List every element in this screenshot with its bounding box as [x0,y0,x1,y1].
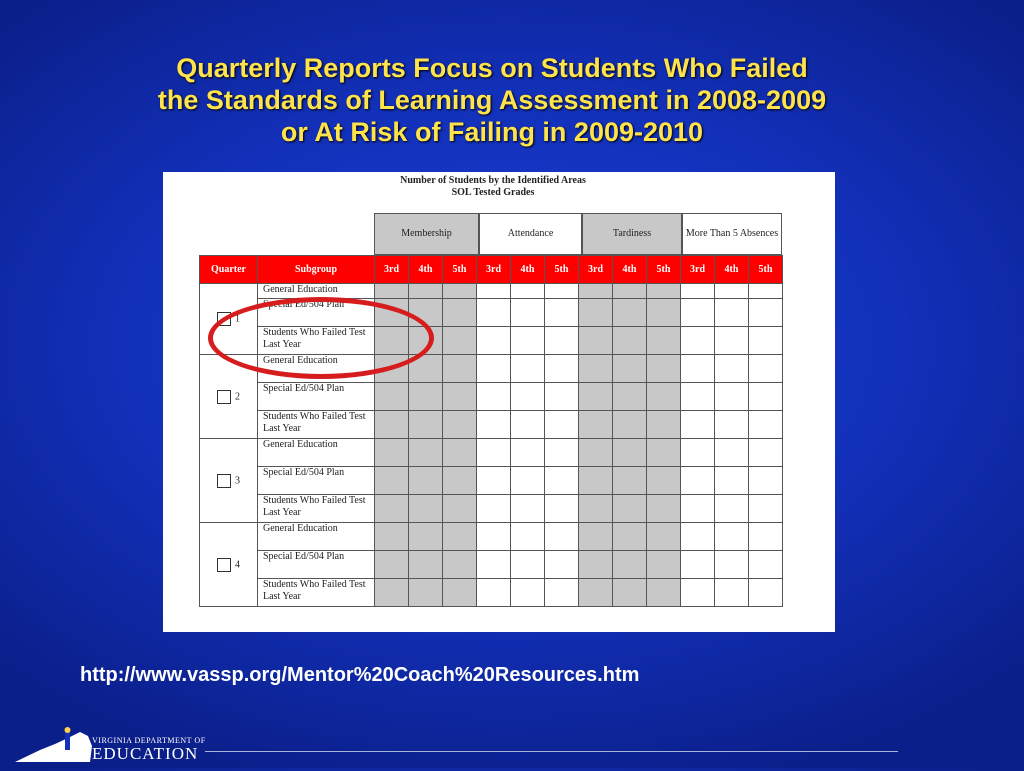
form-heading [363,175,623,199]
data-cell[interactable] [715,355,749,383]
data-cell[interactable] [545,327,579,355]
report-form-image [163,172,835,632]
subgroup-cell: Special Ed/504 Plan [258,467,375,495]
data-cell[interactable] [613,439,647,467]
data-cell[interactable] [749,495,783,523]
data-cell[interactable] [681,299,715,327]
data-cell[interactable] [647,299,681,327]
data-cell[interactable] [715,284,749,299]
subgroup-cell: Special Ed/504 Plan [258,299,375,327]
data-cell[interactable] [545,495,579,523]
data-cell[interactable] [545,467,579,495]
data-cell[interactable] [613,523,647,551]
header-grade: 5th [647,256,681,284]
data-cell[interactable] [511,383,545,411]
data-cell[interactable] [545,523,579,551]
data-cell[interactable] [579,579,613,607]
data-cell[interactable] [443,327,477,355]
data-cell[interactable] [613,551,647,579]
data-cell[interactable] [681,523,715,551]
data-cell[interactable] [545,355,579,383]
title-line-1: Quarterly Reports Focus on Students Who Failed [176,53,808,83]
data-cell[interactable] [511,579,545,607]
data-cell[interactable] [613,299,647,327]
subgroup-cell: General Education [258,284,375,299]
data-cell[interactable] [613,579,647,607]
subgroup-cell: Special Ed/504 Plan [258,551,375,579]
data-cell[interactable] [443,383,477,411]
data-cell[interactable] [715,439,749,467]
data-cell[interactable] [375,439,409,467]
data-cell[interactable] [681,495,715,523]
data-cell[interactable] [409,383,443,411]
quarter-number: 3 [235,475,240,486]
table-row [200,439,783,467]
data-cell[interactable] [477,495,511,523]
data-cell[interactable] [443,355,477,383]
data-cell[interactable] [511,284,545,299]
data-cell[interactable] [715,467,749,495]
data-cell[interactable] [477,411,511,439]
footer-divider [205,751,898,752]
data-cell[interactable] [715,411,749,439]
quarter-number: 2 [235,391,240,402]
data-cell[interactable] [375,411,409,439]
data-cell[interactable] [545,411,579,439]
header-grade: 5th [545,256,579,284]
quarter-checkbox[interactable] [217,474,231,488]
data-cell[interactable] [647,579,681,607]
data-cell[interactable] [511,411,545,439]
header-grade: 3rd [477,256,511,284]
data-cell[interactable] [613,355,647,383]
title-line-2: the Standards of Learning Assessment in 2008-2009 [157,85,827,115]
data-cell[interactable] [647,467,681,495]
data-cell[interactable] [681,383,715,411]
data-cell[interactable] [681,284,715,299]
subgroup-cell: Students Who Failed Test Last Year [258,579,375,607]
data-cell[interactable] [749,355,783,383]
data-cell[interactable] [749,579,783,607]
data-cell[interactable] [477,551,511,579]
header-grade: 5th [749,256,783,284]
data-cell[interactable] [749,284,783,299]
data-cell[interactable] [647,495,681,523]
data-cell[interactable] [443,579,477,607]
data-cell[interactable] [715,579,749,607]
data-cell[interactable] [749,467,783,495]
data-cell[interactable] [579,383,613,411]
data-cell[interactable] [477,467,511,495]
quarter-cell [200,439,258,523]
data-cell[interactable] [375,579,409,607]
data-cell[interactable] [545,383,579,411]
data-cell[interactable] [409,411,443,439]
data-cell[interactable] [409,439,443,467]
slide-title [40,52,944,148]
table-row [200,467,783,495]
subgroup-cell: Students Who Failed Test Last Year [258,327,375,355]
data-cell[interactable] [477,383,511,411]
data-cell[interactable] [579,551,613,579]
data-cell[interactable] [545,579,579,607]
table-row [200,411,783,439]
data-cell[interactable] [375,551,409,579]
data-cell[interactable] [749,299,783,327]
source-link[interactable]: http://www.vassp.org/Mentor%20Coach%20Resources.htm [80,664,640,686]
quarter-checkbox[interactable] [217,390,231,404]
subgroup-cell: Students Who Failed Test Last Year [258,495,375,523]
table-row [200,284,783,299]
data-cell[interactable] [681,439,715,467]
quarter-number: 1 [235,313,240,325]
data-cell[interactable] [579,327,613,355]
area-tardiness: Tardiness [582,213,682,255]
data-cell[interactable] [647,411,681,439]
data-cell[interactable] [715,551,749,579]
data-cell[interactable] [715,299,749,327]
data-cell[interactable] [749,383,783,411]
quarter-cell [200,523,258,607]
header-grade: 3rd [375,256,409,284]
header-quarter: Quarter [200,256,258,284]
area-membership: Membership [374,213,479,255]
data-cell[interactable] [443,495,477,523]
table-row [200,383,783,411]
data-cell[interactable] [613,495,647,523]
data-cell[interactable] [715,495,749,523]
data-cell[interactable] [511,523,545,551]
data-cell[interactable] [613,411,647,439]
data-cell[interactable] [545,551,579,579]
data-cell[interactable] [681,355,715,383]
data-cell[interactable] [749,411,783,439]
data-cell[interactable] [511,467,545,495]
data-cell[interactable] [443,299,477,327]
data-cell[interactable] [477,284,511,299]
data-cell[interactable] [749,327,783,355]
form-heading-line-2: SOL Tested Grades [451,187,535,198]
header-grade: 4th [613,256,647,284]
data-cell[interactable] [477,355,511,383]
area-attendance: Attendance [479,213,582,255]
subgroup-cell: Students Who Failed Test Last Year [258,411,375,439]
title-line-3: or At Risk of Failing in 2009-2010 [280,117,704,147]
header-grade: 4th [715,256,749,284]
subgroup-cell: General Education [258,355,375,383]
data-cell[interactable] [579,355,613,383]
data-cell[interactable] [477,439,511,467]
logo-small-text: VIRGINIA DEPARTMENT OF [92,736,206,745]
data-cell[interactable] [749,523,783,551]
highlight-oval [208,297,434,379]
data-cell[interactable] [511,299,545,327]
data-cell[interactable] [579,411,613,439]
data-cell[interactable] [579,439,613,467]
table-row [200,495,783,523]
data-cell[interactable] [511,439,545,467]
data-cell[interactable] [409,579,443,607]
data-cell[interactable] [613,467,647,495]
data-cell[interactable] [647,439,681,467]
data-cell[interactable] [375,523,409,551]
virginia-state-icon [10,724,100,766]
data-cell[interactable] [511,355,545,383]
data-cell[interactable] [613,284,647,299]
data-cell[interactable] [409,523,443,551]
data-cell[interactable] [443,523,477,551]
data-cell[interactable] [715,383,749,411]
header-grade: 4th [409,256,443,284]
data-cell[interactable] [613,383,647,411]
data-cell[interactable] [613,327,647,355]
data-cell[interactable] [511,327,545,355]
data-cell[interactable] [681,327,715,355]
data-cell[interactable] [545,439,579,467]
data-cell[interactable] [579,495,613,523]
table-row [200,579,783,607]
data-cell[interactable] [443,284,477,299]
table-header-row [200,256,783,284]
data-cell[interactable] [409,467,443,495]
data-cell[interactable] [715,523,749,551]
data-cell[interactable] [681,467,715,495]
data-cell[interactable] [647,551,681,579]
header-grade: 5th [443,256,477,284]
data-cell[interactable] [681,579,715,607]
header-subgroup: Subgroup [258,256,375,284]
data-cell[interactable] [375,284,409,299]
data-cell[interactable] [545,284,579,299]
data-cell[interactable] [749,439,783,467]
data-cell[interactable] [409,551,443,579]
data-cell[interactable] [409,284,443,299]
header-grade: 3rd [681,256,715,284]
data-cell[interactable] [375,495,409,523]
data-cell[interactable] [647,284,681,299]
quarter-number: 4 [235,559,240,570]
data-cell[interactable] [477,523,511,551]
data-cell[interactable] [477,579,511,607]
data-cell[interactable] [477,327,511,355]
data-cell[interactable] [579,467,613,495]
form-heading-line-1: Number of Students by the Identified Areas [400,175,586,186]
data-cell[interactable] [647,355,681,383]
data-cell[interactable] [443,439,477,467]
data-cell[interactable] [545,299,579,327]
data-cell[interactable] [443,411,477,439]
logo-big-text: EDUCATION [92,744,199,763]
subgroup-cell: Special Ed/504 Plan [258,383,375,411]
quarter-checkbox[interactable] [217,558,231,572]
data-cell[interactable] [647,383,681,411]
data-cell[interactable] [511,495,545,523]
data-cell[interactable] [375,383,409,411]
data-cell[interactable] [749,551,783,579]
data-cell[interactable] [579,284,613,299]
data-cell[interactable] [579,523,613,551]
data-cell[interactable] [511,551,545,579]
data-cell[interactable] [375,467,409,495]
subgroup-cell: General Education [258,439,375,467]
data-cell[interactable] [443,467,477,495]
data-cell[interactable] [647,327,681,355]
data-cell[interactable] [715,327,749,355]
table-row [200,551,783,579]
table-row [200,523,783,551]
data-cell[interactable] [681,551,715,579]
header-grade: 4th [511,256,545,284]
data-cell[interactable] [443,551,477,579]
data-cell[interactable] [477,299,511,327]
subgroup-cell: General Education [258,523,375,551]
data-cell[interactable] [409,495,443,523]
area-absences: More Than 5 Absences [682,213,782,255]
data-cell[interactable] [647,523,681,551]
data-cell[interactable] [681,411,715,439]
header-grade: 3rd [579,256,613,284]
data-cell[interactable] [579,299,613,327]
